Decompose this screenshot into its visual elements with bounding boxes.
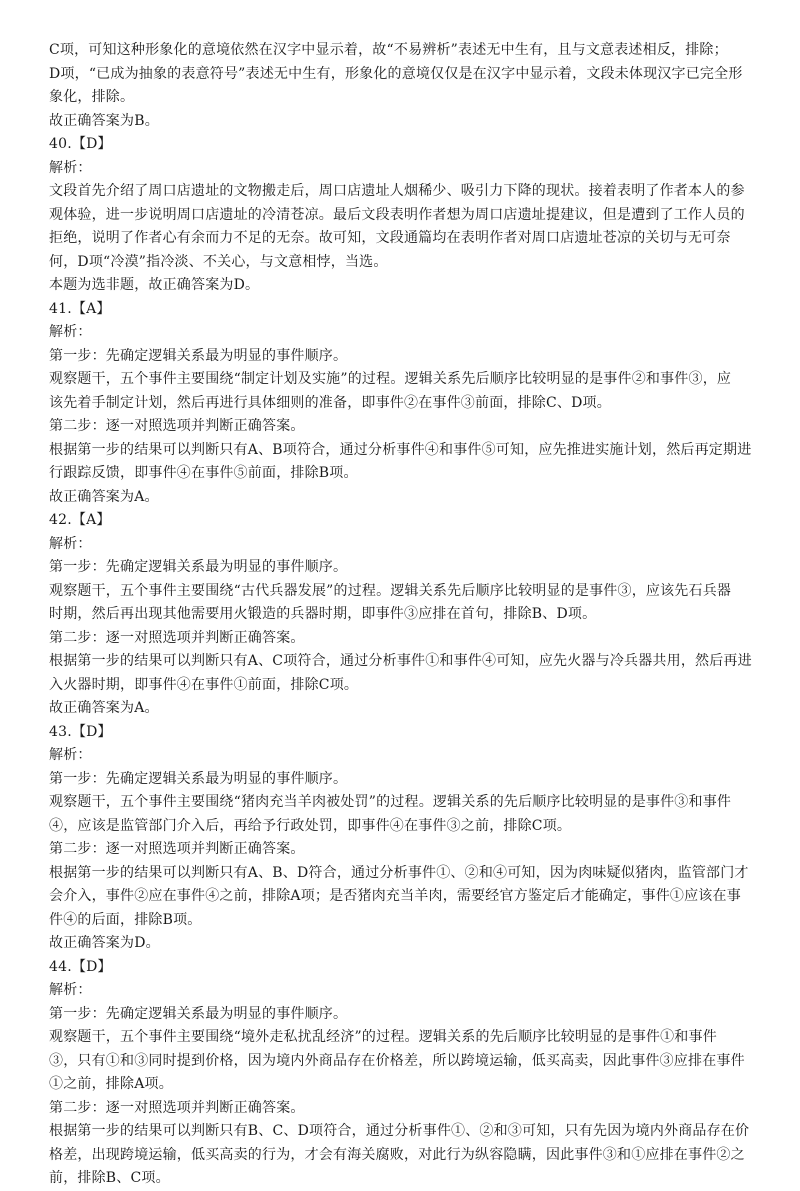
text-line: 拒绝，说明了作者心有余而力不足的无奈。故可知，文段通篇均在表明作者对周口店遗址苍凉的关切与无可奈: [49, 230, 731, 246]
text-line: 故正确答案为A。: [49, 700, 159, 716]
text-line: ①之前，排除A项。: [49, 1076, 173, 1092]
text-line: 40.【D】: [49, 136, 112, 152]
text-line: 43.【D】: [49, 723, 112, 740]
text-line: 本题为选非题，故正确答案为D。: [49, 277, 260, 293]
text-line: 第一步：先确定逻辑关系最为明显的事件顺序。: [49, 559, 348, 575]
text-line: 41.【A】: [49, 300, 111, 317]
text-line: 第一步：先确定逻辑关系最为明显的事件顺序。: [49, 347, 348, 364]
text-line: 前，排除B、C项。: [49, 1170, 170, 1186]
text-line: D项，“已成为抽象的表意符号”表述无中生有，形象化的意境仅仅是在汉字中显示着，文段未体现汉字已完全形: [49, 65, 743, 82]
text-line: 解析：: [49, 747, 92, 763]
text-line: C项，可知这种形象化的意境依然在汉字中显示着，故“不易辨析”表述无中生有，且与文意表述相反，排除；: [49, 42, 728, 58]
text-line: 第一步：先确定逻辑关系最为明显的事件顺序。: [49, 770, 348, 787]
text-line: 时期，然后再出现其他需要用火锻造的兵器时期，即事件③应排在首句，排除B、D项。: [49, 606, 597, 622]
text-line: 第一步：先确定逻辑关系最为明显的事件顺序。: [49, 1005, 348, 1022]
text-line: 第二步：逐一对照选项并判断正确答案。: [49, 629, 305, 646]
text-line: 42.【A】: [49, 512, 111, 528]
text-line: 解析：: [49, 982, 92, 998]
text-line: 44.【D】: [49, 958, 112, 975]
answer-explanation-page: [49, 39, 759, 1191]
text-line: 第二步：逐一对照选项并判断正确答案。: [49, 418, 305, 434]
text-line: 观察题干，五个事件主要围绕“境外走私扰乱经济”的过程。逻辑关系的先后顺序比较明显的是事件①和事件: [49, 1029, 717, 1045]
text-line: ④，应该是监管部门介入后，再给予行政处罚，即事件④在事件③之前，排除C项。: [49, 817, 572, 834]
text-line: 入火器时期，即事件④在事件①前面，排除C项。: [49, 676, 359, 693]
text-line: 故正确答案为A。: [49, 488, 159, 505]
text-line: 观察题干，五个事件主要围绕“古代兵器发展”的过程。逻辑关系先后顺序比较明显的是事件③，应该先石兵器: [49, 582, 732, 599]
text-line: 根据第一步的结果可以判断只有A、B、D符合，通过分析事件①、②和④可知，因为肉味疑似猪肉，监管部门才: [49, 864, 749, 881]
text-line: 根据第一步的结果可以判断只有A、C项符合，通过分析事件①和事件④可知，应先火器与冷兵器共用，然后再进: [49, 653, 752, 669]
text-line: 观察题干，五个事件主要围绕“制定计划及实施”的过程。逻辑关系先后顺序比较明显的是事件②和事件③，应: [49, 371, 732, 387]
text-line: 第二步：逐一对照选项并判断正确答案。: [49, 841, 305, 857]
text-line: 故正确答案为B。: [49, 112, 159, 129]
text-line: 根据第一步的结果可以判断只有B、C、D项符合，通过分析事件①、②和③可知，只有先因为境内外商品存在价: [49, 1123, 750, 1139]
text-line: 观体验，进一步说明周口店遗址的冷清苍凉。最后文段表明作者想为周口店遗址提建议，但是遭到了工作人员的: [49, 206, 745, 223]
text-line: 何，D项“冷漠”指冷淡、不关心，与文意相悖，当选。: [49, 253, 388, 270]
text-line: 解析：: [49, 159, 92, 176]
text-line: 会介入，事件②应在事件④之前，排除A项；是否猪肉充当羊肉，需要经官方鉴定后才能确定，事件①应该在事: [49, 888, 741, 904]
text-line: 件④的后面，排除B项。: [49, 911, 202, 928]
text-line: 观察题干，五个事件主要围绕“猪肉充当羊肉被处罚”的过程。逻辑关系的先后顺序比较明显的是事件③和事件: [49, 794, 732, 810]
text-line: 故正确答案为D。: [49, 935, 160, 951]
text-line: 第二步：逐一对照选项并判断正确答案。: [49, 1099, 305, 1116]
text-line: 根据第一步的结果可以判断只有A、B项符合，通过分析事件④和事件⑤可知，应先推进实施计划，然后再定期进: [49, 441, 752, 458]
text-line: 格差，出现跨境运输，低买高卖的行为，才会有海关腐败，对此行为纵容隐瞒，因此事件③和①应排在事件②之: [49, 1146, 745, 1163]
text-line: 该先着手制定计划，然后再进行具体细则的准备，即事件②在事件③前面，排除C、D项。: [49, 394, 611, 411]
text-line: 文段首先介绍了周口店遗址的文物搬走后，周口店遗址人烟稀少、吸引力下降的现状。接着表明了作者本人的参: [49, 183, 745, 199]
text-line: 解析：: [49, 535, 92, 552]
text-line: 解析：: [49, 324, 92, 340]
text-line: 象化，排除。: [49, 89, 135, 105]
text-line: 行跟踪反馈，即事件④在事件⑤前面，排除B项。: [49, 465, 358, 481]
text-line: ③，只有①和③同时提到价格，因为境内外商品存在价格差，所以跨境运输，低买高卖，因此事件③应排在事件: [49, 1052, 745, 1069]
